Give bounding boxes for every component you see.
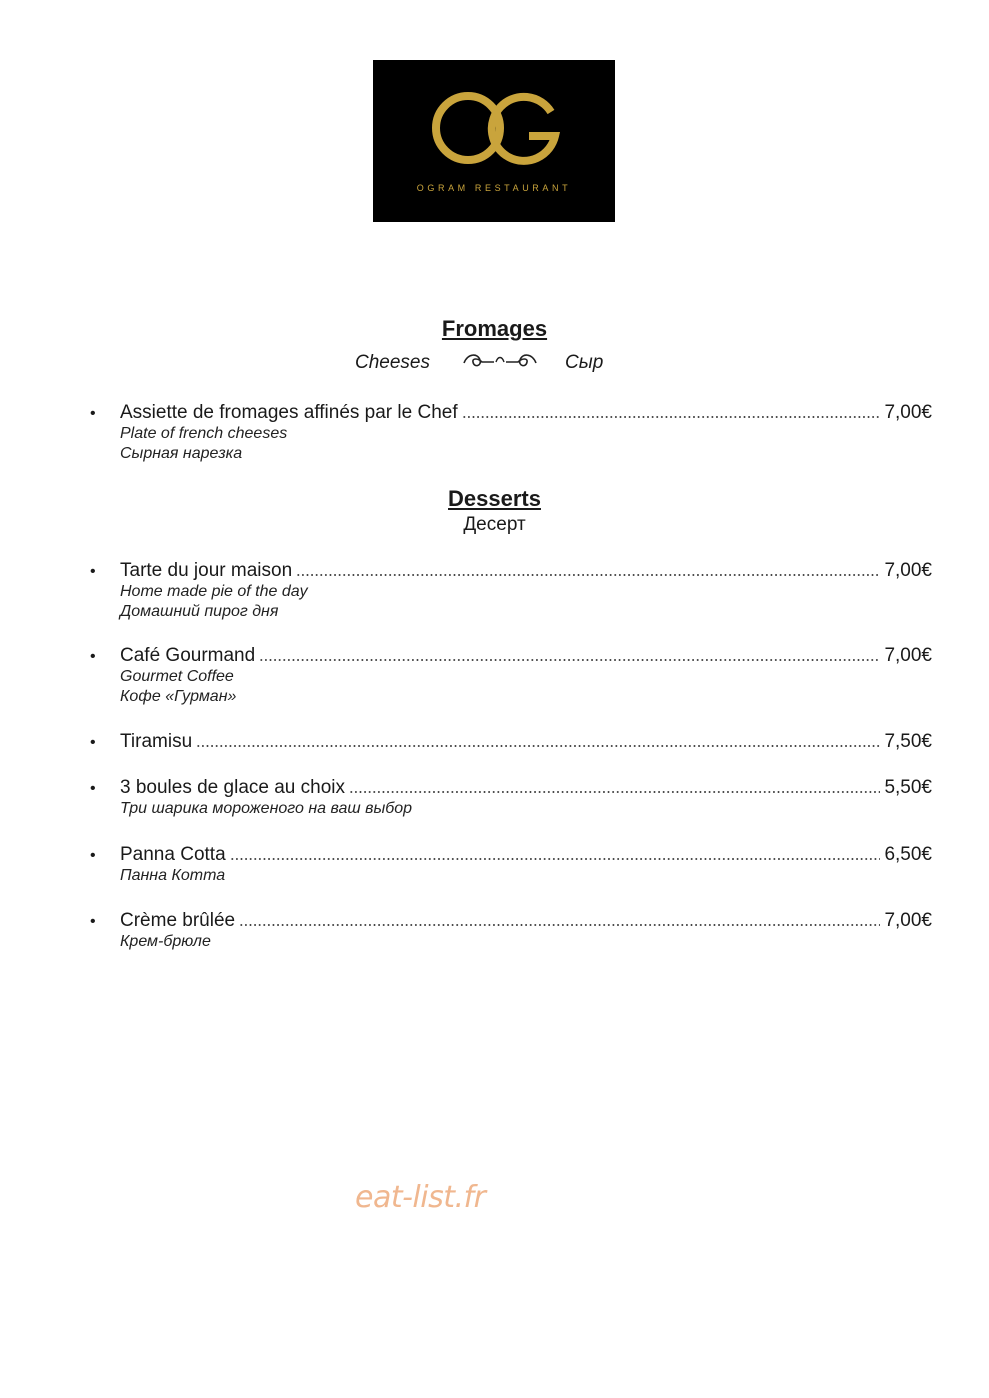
item-translation-ru: Три шарика мороженого на ваш выбор	[120, 800, 413, 817]
item-translation-ru: Сырная нарезка	[120, 445, 243, 462]
item-name: Café Gourmand	[120, 645, 256, 666]
og-monogram-icon	[373, 60, 615, 222]
bullet: •	[90, 734, 96, 751]
item-price: 7,50€	[884, 731, 932, 752]
dot-leader	[230, 857, 881, 861]
item-price: 7,00€	[884, 645, 932, 666]
section-title-desserts: Desserts	[448, 486, 541, 511]
item-name: Assiette de fromages affinés par le Chef	[120, 402, 458, 423]
section-subtitle-ru: Сыр	[565, 352, 604, 373]
item-translation-en: Home made pie of the day	[120, 583, 308, 600]
dot-leader	[296, 573, 880, 577]
dot-leader	[259, 658, 880, 662]
item-price: 5,50€	[884, 777, 932, 798]
menu-item	[90, 402, 932, 464]
item-price: 7,00€	[884, 560, 932, 581]
item-name: Panna Cotta	[120, 844, 226, 865]
item-price: 7,00€	[884, 910, 932, 931]
item-translation-ru: Кофе «Гурман»	[120, 688, 237, 705]
menu-item	[90, 844, 932, 886]
bullet: •	[90, 847, 96, 864]
item-name: Crème brûlée	[120, 910, 236, 931]
dot-leader	[239, 923, 880, 927]
section-subtitle-ru: Десерт	[463, 514, 526, 535]
bullet: •	[90, 648, 96, 665]
item-translation-ru: Панна Котта	[120, 867, 226, 884]
menu-item	[90, 777, 932, 819]
item-price: 6,50€	[884, 844, 932, 865]
section-subtitle-en: Cheeses	[355, 352, 430, 373]
item-price: 7,00€	[884, 402, 932, 423]
dot-leader	[462, 415, 881, 419]
restaurant-logo	[373, 60, 615, 222]
bullet: •	[90, 780, 96, 797]
menu-item	[90, 910, 932, 952]
item-translation-en: Gourmet Coffee	[120, 668, 234, 685]
logo-name: OGRAM RESTAURANT	[416, 183, 572, 193]
item-translation-en: Plate of french cheeses	[120, 425, 288, 442]
dot-leader	[196, 744, 880, 748]
bullet: •	[90, 913, 96, 930]
menu-item	[90, 560, 932, 622]
watermark: eat-list.fr	[355, 1180, 486, 1215]
item-translation-ru: Крем-брюле	[120, 933, 211, 950]
menu-item	[90, 731, 932, 753]
item-translation-ru: Домашний пирог дня	[120, 603, 279, 620]
bullet: •	[90, 563, 96, 580]
item-name: Tiramisu	[120, 731, 193, 752]
dot-leader	[349, 790, 880, 794]
ornament-icon	[460, 350, 540, 372]
item-name: 3 boules de glace au choix	[120, 777, 345, 798]
section-title-fromages: Fromages	[441, 316, 548, 341]
item-name: Tarte du jour maison	[120, 560, 293, 581]
menu-item	[90, 645, 932, 707]
bullet: •	[90, 405, 96, 422]
